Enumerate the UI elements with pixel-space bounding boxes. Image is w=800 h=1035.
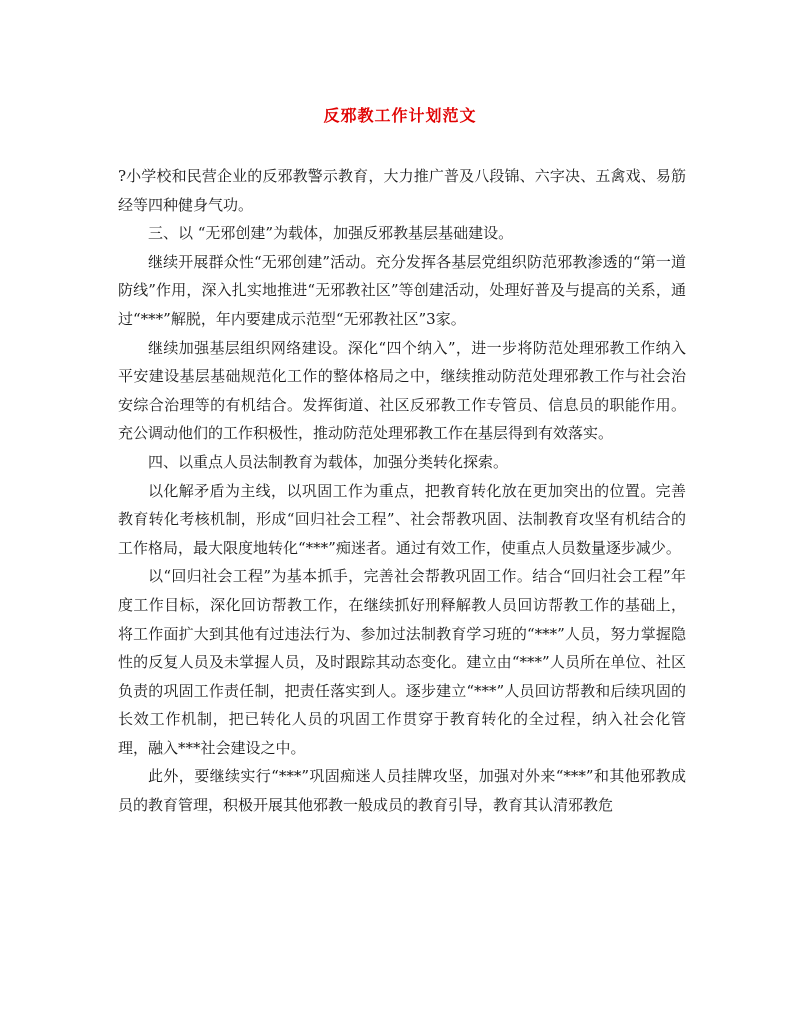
paragraph-1: ?小学校和民营企业的反邪教警示教育，大力推广普及八段锦、六字决、五禽戏、易筋经等四种健身气功。 xyxy=(118,167,686,214)
paragraph-2: 三、以 “无邪创建”为载体，加强反邪教基层基础建设。 xyxy=(148,224,514,243)
paragraph-8: 此外，要继续实行“***”巩固痴迷人员挂牌攻坚，加强对外来“***”和其他邪教成员的教育管理，积极开展其他邪教一般成员的教育引导，教育其认清邪教危 xyxy=(118,767,686,815)
paragraph-7: 以“回归社会工程”为基本抓手，完善社会帮教巩固工作。结合“回归社会工程”年度工作目标，深化回访帮教工作，在继续抓好刑释解教人员回访帮教工作的基础上，将工作面扩大到其他有过违法行为、参加过法制教育学习班的“***”人员，努力掌握隐性的反复人员及未掌握人员，及时跟踪其动态变化。建立由“***”人员所在单位、社区负责的巩固工作责任制，把责任落实到人。逐步建立“***”人员回访帮教和后续巩固的长效工作机制，把已转化人员的巩固工作贯穿于教育转化的全过程，纳入社会化管理，融入***社会建设之中。 xyxy=(118,567,686,757)
paragraph-4: 继续加强基层组织网络建设。深化“四个纳入”，进一步将防范处理邪教工作纳入平安建设基层基础规范化工作的整体格局之中，继续推动防范处理邪教工作与社会治安综合治理等的有机结合。发挥街道、社区反邪教工作专管员、信息员的职能作用。充公调动他们的工作积极性，推动防范处理邪教工作在基层得到有效落实。 xyxy=(118,338,686,443)
paragraph-6: 以化解矛盾为主线，以巩固工作为重点，把教育转化放在更加突出的位置。完善教育转化考核机制，形成“回归社会工程”、社会帮教巩固、法制教育攻坚有机结合的工作格局，最大限度地转化“***”痴迷者。通过有效工作，使重点人员数量逐步减少。 xyxy=(118,481,686,557)
document-body xyxy=(118,162,686,820)
paragraph-5: 四、以重点人员法制教育为载体，加强分类转化探索。 xyxy=(148,452,509,471)
paragraph-3: 继续开展群众性“无邪创建”活动。充分发挥各基层党组织防范邪教渗透的“第一道防线”作用，深入扎实地推进“无邪教社区”等创建活动，处理好普及与提高的关系，通过“***”解脱，年内要建成示范型“无邪教社区”3家。 xyxy=(118,252,686,328)
document-title: 反邪教工作计划范文 xyxy=(323,106,477,125)
